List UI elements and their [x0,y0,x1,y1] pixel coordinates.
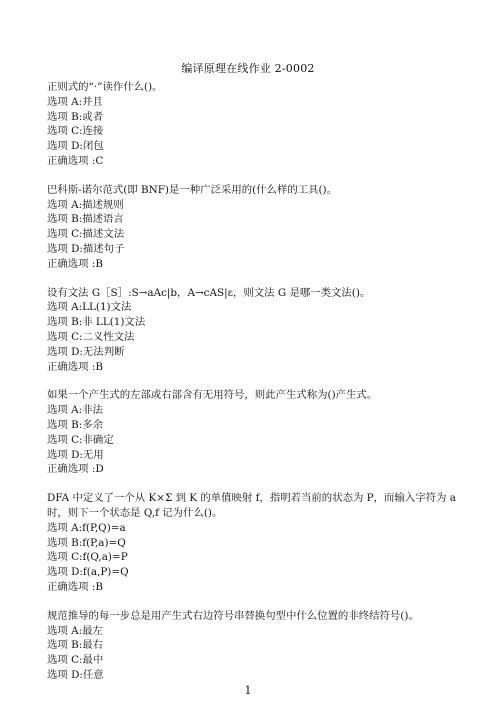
question-6 [47,609,457,683]
question-stem: 巴科斯-诺尔范式(即 BNF)是一种广泛采用的(什么样的工具()。 [47,183,338,196]
question-4 [47,388,457,477]
option-d: 选项 D:无用 [47,448,104,461]
question-stem: DFA 中定义了一个从 K×Σ 到 K 的单值映射 f，指明若当前的状态为 P，而输入字符为 a 时，则下一个状态是 Q,f 记为什么()。 [47,492,456,519]
option-a: 选项 A:并且 [47,95,103,108]
question-stem: 规范推导的每一步总是用产生式右边符号串替换句型中什么位置的非终结符号()。 [47,609,419,622]
option-b: 选项 B:最右 [47,639,104,652]
option-a: 选项 A:非法 [47,404,103,417]
question-2 [47,183,457,272]
question-list [47,80,457,697]
option-b: 选项 B:多余 [47,418,104,431]
correct-answer: 正确选项 :B [47,360,104,373]
option-b: 选项 B:或者 [47,110,104,123]
question-3 [47,286,457,375]
option-c: 选项 C:连接 [47,125,104,138]
correct-answer: 正确选项 :D [47,463,104,476]
option-a: 选项 A:LL(1)文法 [47,301,132,314]
option-a: 选项 A:最左 [47,624,103,637]
option-b: 选项 B:描述语言 [47,213,124,226]
question-stem: 正则式的“·”读作什么()。 [47,81,163,93]
option-c: 选项 C:非确定 [47,433,114,446]
option-a: 选项 A:描述规则 [47,198,124,211]
option-b: 选项 B:非 LL(1)文法 [47,316,146,329]
option-d: 选项 D:描述句子 [47,242,125,255]
option-d: 选项 D:闭包 [47,140,104,153]
option-c: 选项 C:最中 [47,654,104,667]
question-5 [47,491,457,595]
option-d: 选项 D:无法判断 [47,345,125,358]
correct-answer: 正确选项 :C [47,154,104,167]
option-c: 选项 C:二义性文法 [47,330,135,343]
option-d: 选项 D:任意 [47,668,104,681]
option-c: 选项 C:f(Q,a)=P [47,551,128,564]
page-number: 1 [244,684,252,697]
question-stem: 如果一个产生式的左部或右部含有无用符号，则此产生式称为()产生式。 [47,389,378,402]
option-a: 选项 A:f(P,Q)=a [47,521,126,534]
option-b: 选项 B:f(P,a)=Q [47,536,126,549]
option-d: 选项 D:f(a,P)=Q [47,566,129,579]
page-title: 编译原理在线作业 2-0002 [181,62,315,75]
option-c: 选项 C:描述文法 [47,228,125,241]
correct-answer: 正确选项 :B [47,580,104,593]
correct-answer: 正确选项 :B [47,257,104,270]
question-1 [47,80,457,169]
question-stem: 设有文法 G［S］:S→aAc|b，A→cAS|ε，则文法 G 是哪一类文法()。 [47,286,371,299]
